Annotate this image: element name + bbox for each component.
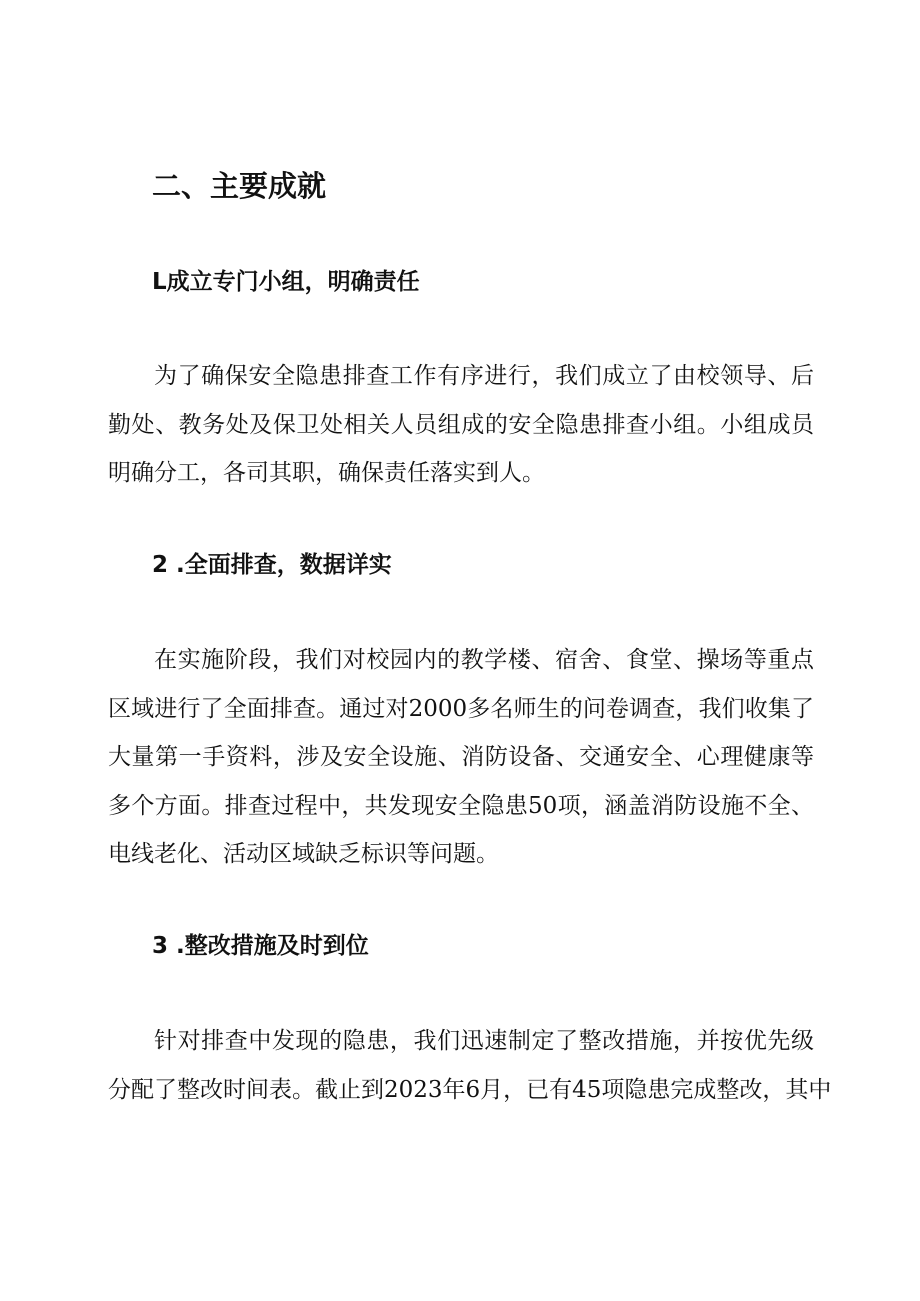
paragraph-1-line-3: 明确分工，各司其职，确保责任落实到人。 bbox=[108, 460, 545, 486]
paragraph-2-line-5: 电线老化、活动区域缺乏标识等问题。 bbox=[108, 841, 499, 867]
paragraph-1-line-2: 勤处、教务处及保卫处相关人员组成的安全隐患排查小组。小组成员 bbox=[108, 411, 814, 438]
paragraph-2-line-2: 区域进行了全面排查。通过对2000多名师生的问卷调查，我们收集了 bbox=[108, 695, 814, 722]
paragraph-2-line-1: 在实施阶段，我们对校园内的教学楼、宿舍、食堂、操场等重点 bbox=[154, 647, 814, 673]
paragraph-3-line-1: 针对排查中发现的隐患，我们迅速制定了整改措施，并按优先级 bbox=[154, 1028, 814, 1054]
paragraph-2-line-4: 多个方面。排查过程中，共发现安全隐患50项，涵盖消防设施不全、 bbox=[108, 792, 814, 819]
subheading-3: 3 .整改措施及时到位 bbox=[152, 933, 369, 959]
paragraph-1 bbox=[108, 352, 814, 498]
paragraph-2-line-3: 大量第一手资料，涉及安全设施、消防设备、交通安全、心理健康等 bbox=[108, 744, 814, 770]
paragraph-2 bbox=[108, 636, 814, 879]
paragraph-1-line-1: 为了确保安全隐患排查工作有序进行，我们成立了由校领导、后 bbox=[154, 363, 814, 389]
paragraph-3-line-2: 分配了整改时间表。截止到2023年6月，已有45项隐患完成整改，其中 bbox=[108, 1076, 832, 1103]
section-title: 二、主要成就 bbox=[152, 169, 327, 203]
subheading-1: L成立专门小组，明确责任 bbox=[152, 269, 420, 295]
paragraph-3 bbox=[108, 1017, 832, 1114]
subheading-2: 2 .全面排查，数据详实 bbox=[152, 552, 392, 578]
